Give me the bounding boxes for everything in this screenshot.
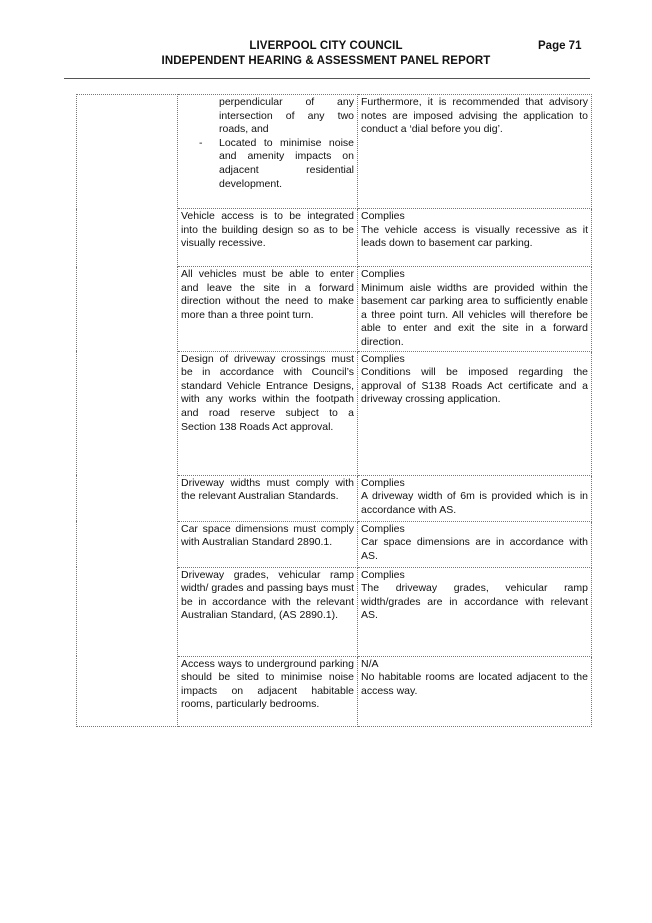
- assessment-text: No habitable rooms are located adjacent to the access way.: [361, 671, 588, 697]
- standard-text: Design of driveway crossings must be in accordance with Council’s standard Vehicle Entrance Designs, with any works within the footpath and road reserve subject to a Section 138 Roads Act approval.: [181, 352, 354, 433]
- assessment-text: A driveway width of 6m is provided which is in accordance with AS.: [361, 490, 588, 516]
- standard-cell: [178, 475, 358, 521]
- assessment-text: The driveway grades, vehicular ramp width/grades are in accordance with relevant AS.: [361, 582, 588, 622]
- standard-text: Vehicle access is to be integrated into the building design so as to be visually recessive.: [181, 210, 354, 250]
- report-panel-title: INDEPENDENT HEARING & ASSESSMENT PANEL REPORT: [161, 55, 491, 67]
- bullet-marker: -: [199, 136, 203, 149]
- assessment-cell: [358, 475, 592, 521]
- section-cell: [77, 95, 178, 727]
- standard-cell: [178, 567, 358, 656]
- assessment-cell: [358, 351, 592, 475]
- standard-cell: [178, 521, 358, 567]
- compliance-table: [76, 94, 592, 727]
- assessment-text: Conditions will be imposed regarding the approval of S138 Roads Act certificate and a driveway crossing application.: [361, 366, 588, 406]
- assessment-cell: [358, 567, 592, 656]
- compliance-status: Complies: [361, 268, 405, 280]
- assessment-cell: [358, 521, 592, 567]
- assessment-cell: [358, 95, 592, 209]
- assessment-text: Minimum aisle widths are provided within the basement car parking area to sufficiently enable a three point turn. All vehicles will therefore be able to enter and exit the site in a forward direction.: [361, 281, 588, 348]
- assessment-cell: [358, 656, 592, 726]
- compliance-status: Complies: [361, 568, 405, 581]
- standard-cell: [178, 95, 358, 209]
- compliance-status: Complies: [361, 476, 405, 489]
- compliance-status: Complies: [361, 210, 405, 222]
- standard-cell: [178, 351, 358, 475]
- standard-text: Car space dimensions must comply with Australian Standard 2890.1.: [181, 522, 354, 549]
- standard-text: Driveway grades, vehicular ramp width/ grades and passing bays must be in accordance with the relevant Australian Standard, (AS 2890.1).: [181, 568, 354, 622]
- assessment-cell: [358, 209, 592, 267]
- page-number: Page 71: [538, 40, 582, 52]
- standard-bullet-text: Located to minimise noise and amenity impacts on adjacent residential development.: [219, 136, 354, 190]
- standard-text: Driveway widths must comply with the relevant Australian Standards.: [181, 476, 354, 503]
- header-divider: [64, 78, 590, 79]
- standard-cell: [178, 656, 358, 726]
- report-council-title: LIVERPOOL CITY COUNCIL: [249, 40, 403, 52]
- assessment-text: The vehicle access is visually recessive as it leads down to basement car parking.: [361, 223, 588, 250]
- standard-bullet-item: [181, 137, 354, 191]
- standard-cell: [178, 209, 358, 267]
- assessment-text: Car space dimensions are in accordance with AS.: [361, 536, 588, 562]
- assessment-text: Furthermore, it is recommended that advisory notes are imposed advising the application to conduct a ‘dial before you dig’.: [361, 96, 588, 136]
- assessment-cell: [358, 267, 592, 352]
- standard-cell: [178, 267, 358, 352]
- compliance-status: Complies: [361, 522, 405, 535]
- standard-text: All vehicles must be able to enter and leave the site in a forward direction without the need to make more than a three point turn.: [181, 268, 354, 321]
- compliance-status: N/A: [361, 657, 379, 670]
- table-row: [77, 95, 592, 209]
- standard-text: Access ways to underground parking should be sited to minimise noise impacts on adjacent habitable rooms, particularly bedrooms.: [181, 657, 354, 711]
- compliance-status: Complies: [361, 352, 405, 365]
- standard-continuation-text: perpendicular of any intersection of any two roads, and: [219, 96, 354, 136]
